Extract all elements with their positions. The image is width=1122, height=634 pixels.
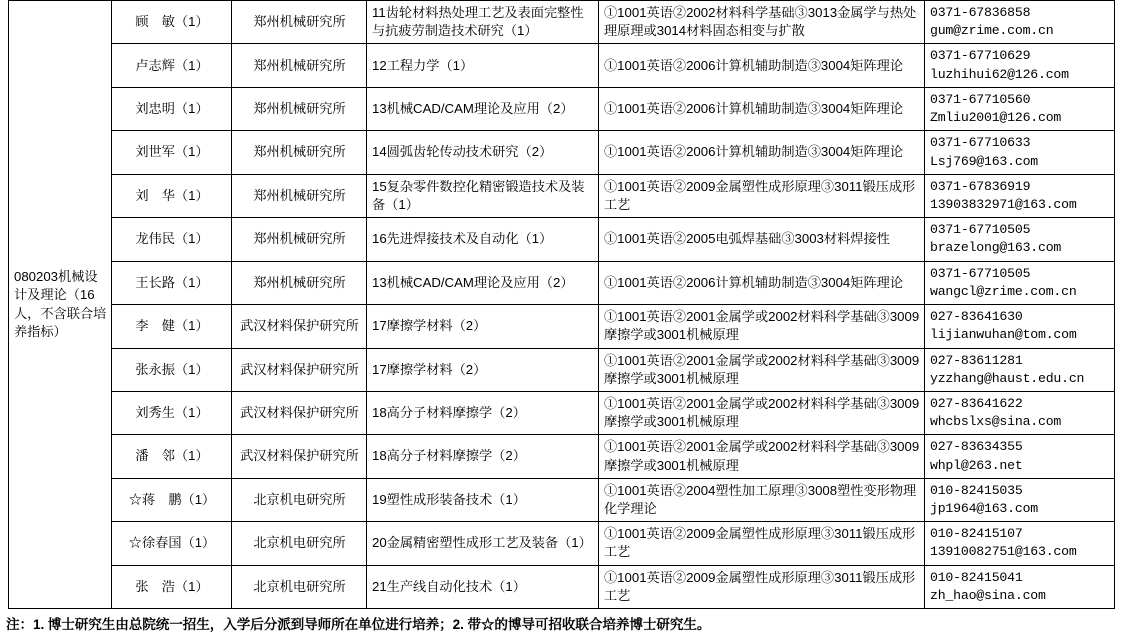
table-row — [9, 261, 1115, 304]
contact-phone: 0371-67710560 — [930, 91, 1031, 107]
research-direction: 19塑性成形装备技术（1） — [367, 478, 599, 521]
contact-info — [925, 218, 1115, 261]
contact-info — [925, 478, 1115, 521]
advisor-name: ☆蒋 鹏（1） — [112, 478, 232, 521]
major-group-cell: 080203机械设计及理论（16人，不含联合培养指标） — [9, 1, 112, 609]
contact-email: Lsj769@163.com — [930, 153, 1038, 169]
contact-phone: 027-83641622 — [930, 395, 1023, 411]
contact-email: whcbslxs@sina.com — [930, 414, 1062, 430]
contact-phone: 0371-67836858 — [930, 5, 1031, 20]
advisor-name: 张 浩（1） — [112, 565, 232, 608]
contact-email: luzhihui62@126.com — [930, 66, 1069, 82]
exam-subjects: ①1001英语②2005电弧焊基础③3003材料焊接性 — [599, 218, 925, 261]
institute-name: 郑州机械研究所 — [232, 261, 367, 304]
contact-email: zh_hao@sina.com — [930, 587, 1046, 603]
contact-info — [925, 348, 1115, 391]
advisor-name: 张永振（1） — [112, 348, 232, 391]
contact-phone: 010-82415107 — [930, 526, 1023, 542]
research-direction: 12工程力学（1） — [367, 44, 599, 87]
table-row — [9, 44, 1115, 87]
contact-email: 13903832971@163.com — [930, 196, 1077, 212]
exam-subjects: ①1001英语②2001金属学或2002材料科学基础③3009摩擦学或3001机械原理 — [599, 348, 925, 391]
advisor-name: 刘秀生（1） — [112, 391, 232, 434]
institute-name: 北京机电研究所 — [232, 478, 367, 521]
advisor-name: 龙伟民（1） — [112, 218, 232, 261]
table-row — [9, 218, 1115, 261]
contact-info — [925, 87, 1115, 130]
contact-info — [925, 435, 1115, 478]
contact-phone: 0371-67710633 — [930, 135, 1031, 151]
research-direction: 17摩擦学材料（2） — [367, 305, 599, 348]
advisor-name: 李 健（1） — [112, 305, 232, 348]
research-direction: 18高分子材料摩擦学（2） — [367, 391, 599, 434]
institute-name: 郑州机械研究所 — [232, 218, 367, 261]
table-row — [9, 565, 1115, 608]
contact-email: brazelong@163.com — [930, 240, 1062, 256]
exam-subjects: ①1001英语②2006计算机辅助制造③3004矩阵理论 — [599, 131, 925, 174]
exam-subjects: ①1001英语②2001金属学或2002材料科学基础③3009摩擦学或3001机械原理 — [599, 391, 925, 434]
institute-name: 郑州机械研究所 — [232, 1, 367, 44]
contact-email: wangcl@zrime.com.cn — [930, 283, 1077, 299]
contact-email: whpl@263.net — [930, 457, 1023, 473]
institute-name: 武汉材料保护研究所 — [232, 348, 367, 391]
table-row — [9, 522, 1115, 565]
contact-phone: 010-82415035 — [930, 482, 1023, 498]
table-body — [9, 1, 1115, 609]
contact-email: 13910082751@163.com — [930, 544, 1077, 560]
research-direction: 18高分子材料摩擦学（2） — [367, 435, 599, 478]
exam-subjects: ①1001英语②2006计算机辅助制造③3004矩阵理论 — [599, 261, 925, 304]
contact-info — [925, 174, 1115, 217]
research-direction: 20金属精密塑性成形工艺及装备（1） — [367, 522, 599, 565]
institute-name: 北京机电研究所 — [232, 522, 367, 565]
advisor-name: 刘忠明（1） — [112, 87, 232, 130]
table-row — [9, 305, 1115, 348]
research-direction: 15复杂零件数控化精密锻造技术及装备（1） — [367, 174, 599, 217]
institute-name: 郑州机械研究所 — [232, 87, 367, 130]
research-direction: 14圆弧齿轮传动技术研究（2） — [367, 131, 599, 174]
institute-name: 郑州机械研究所 — [232, 131, 367, 174]
advisor-name: 卢志辉（1） — [112, 44, 232, 87]
institute-name: 武汉材料保护研究所 — [232, 391, 367, 434]
contact-phone: 010-82415041 — [930, 569, 1023, 585]
exam-subjects: ①1001英语②2009金属塑性成形原理③3011锻压成形工艺 — [599, 565, 925, 608]
table-row — [9, 1, 1115, 44]
contact-phone: 027-83641630 — [930, 309, 1023, 325]
research-direction: 11齿轮材料热处理工艺及表面完整性与抗疲劳制造技术研究（1） — [367, 1, 599, 44]
institute-name: 郑州机械研究所 — [232, 174, 367, 217]
institute-name: 武汉材料保护研究所 — [232, 305, 367, 348]
research-direction: 13机械CAD/CAM理论及应用（2） — [367, 261, 599, 304]
contact-info — [925, 131, 1115, 174]
contact-info — [925, 1, 1115, 44]
advisor-name: 刘 华（1） — [112, 174, 232, 217]
research-direction: 16先进焊接技术及自动化（1） — [367, 218, 599, 261]
contact-info — [925, 44, 1115, 87]
institute-name: 武汉材料保护研究所 — [232, 435, 367, 478]
admissions-table — [8, 0, 1115, 609]
contact-email: lijianwuhan@tom.com — [930, 327, 1077, 343]
exam-subjects: ①1001英语②2004塑性加工原理③3008塑性变形物理化学理论 — [599, 478, 925, 521]
contact-email: yzzhang@haust.edu.cn — [930, 370, 1085, 386]
table-row — [9, 348, 1115, 391]
table-footnote: 注：1. 博士研究生由总院统一招生，入学后分派到导师所在单位进行培养；2. 带☆的博导可招收联合培养博士研究生。 — [6, 617, 711, 633]
exam-subjects: ①1001英语②2006计算机辅助制造③3004矩阵理论 — [599, 44, 925, 87]
table-row — [9, 478, 1115, 521]
table-row — [9, 87, 1115, 130]
contact-info — [925, 391, 1115, 434]
contact-phone: 027-83634355 — [930, 439, 1023, 455]
contact-phone: 0371-67836919 — [930, 178, 1031, 194]
table-row — [9, 174, 1115, 217]
exam-subjects: ①1001英语②2006计算机辅助制造③3004矩阵理论 — [599, 87, 925, 130]
contact-phone: 027-83611281 — [930, 352, 1023, 368]
contact-phone: 0371-67710629 — [930, 48, 1031, 64]
contact-info — [925, 565, 1115, 608]
contact-email: gum@zrime.com.cn — [930, 23, 1054, 39]
contact-info — [925, 305, 1115, 348]
contact-phone: 0371-67710505 — [930, 265, 1031, 281]
table-row — [9, 391, 1115, 434]
advisor-name: 刘世军（1） — [112, 131, 232, 174]
research-direction: 21生产线自动化技术（1） — [367, 565, 599, 608]
advisor-name: 王长路（1） — [112, 261, 232, 304]
advisor-name: ☆徐春国（1） — [112, 522, 232, 565]
table-row — [9, 131, 1115, 174]
exam-subjects: ①1001英语②2001金属学或2002材料科学基础③3009摩擦学或3001机械原理 — [599, 305, 925, 348]
contact-info — [925, 261, 1115, 304]
contact-email: jp1964@163.com — [930, 501, 1038, 517]
contact-phone: 0371-67710505 — [930, 222, 1031, 238]
advisor-name: 潘 邻（1） — [112, 435, 232, 478]
institute-name: 北京机电研究所 — [232, 565, 367, 608]
institute-name: 郑州机械研究所 — [232, 44, 367, 87]
contact-info — [925, 522, 1115, 565]
exam-subjects: ①1001英语②2002材料科学基础③3013金属学与热处理原理或3014材料固态相变与扩散 — [599, 1, 925, 44]
research-direction: 13机械CAD/CAM理论及应用（2） — [367, 87, 599, 130]
contact-email: Zmliu2001@126.com — [930, 110, 1062, 126]
advisor-name: 顾 敏（1） — [112, 1, 232, 44]
table-row — [9, 435, 1115, 478]
research-direction: 17摩擦学材料（2） — [367, 348, 599, 391]
exam-subjects: ①1001英语②2001金属学或2002材料科学基础③3009摩擦学或3001机械原理 — [599, 435, 925, 478]
exam-subjects: ①1001英语②2009金属塑性成形原理③3011锻压成形工艺 — [599, 174, 925, 217]
exam-subjects: ①1001英语②2009金属塑性成形原理③3011锻压成形工艺 — [599, 522, 925, 565]
